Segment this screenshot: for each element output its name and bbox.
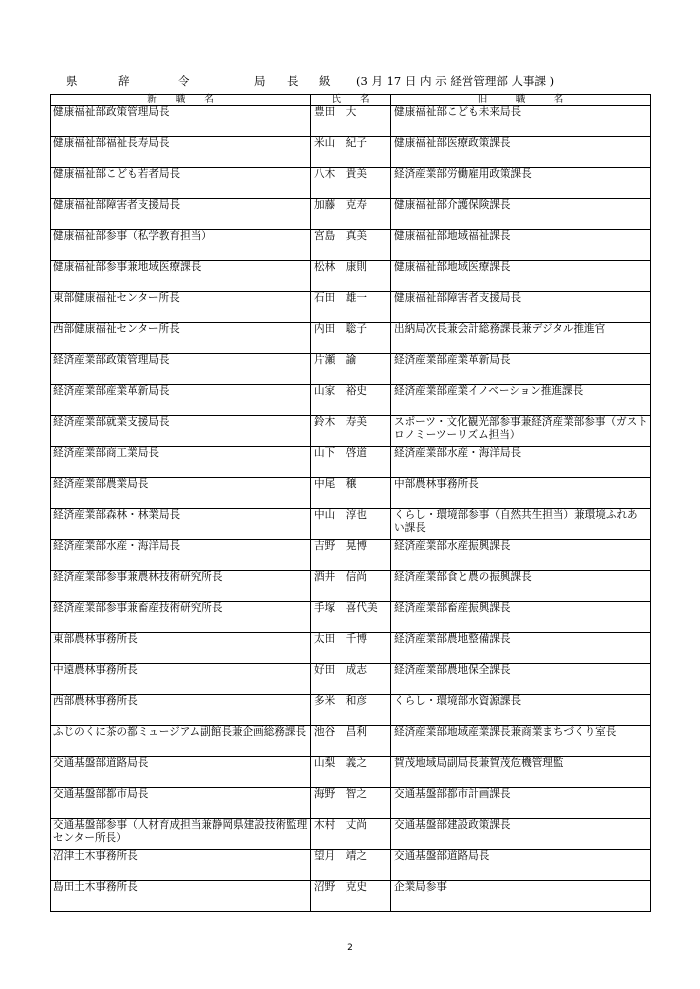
table-row: [51, 509, 651, 540]
name-cell: 吉野 晃博: [311, 540, 391, 571]
old-post-cell: 健康福祉部地域医療課長: [391, 261, 651, 292]
old-post-cell: 経済産業部水産・海洋局長: [391, 447, 651, 478]
old-post-cell: スポーツ・文化観光部参事兼経済産業部参事（ガストロノミーツーリズム担当）: [391, 416, 651, 447]
name-cell: 好田 成志: [311, 664, 391, 695]
table-row: [51, 230, 651, 261]
new-post-cell: 西部農林事務所長: [51, 695, 311, 726]
title-char: 令: [178, 74, 190, 88]
title-char: 辞: [118, 74, 130, 88]
table-row: [51, 447, 651, 478]
table-row: [51, 323, 651, 354]
new-post-cell: 健康福祉部こども若者局長: [51, 168, 311, 199]
old-post-cell: 交通基盤部道路局長: [391, 850, 651, 881]
table-row: [51, 695, 651, 726]
column-header-old-post: 旧 職 名: [391, 95, 651, 106]
old-post-cell: 企業局参事: [391, 881, 651, 912]
name-cell: 加藤 克寿: [311, 199, 391, 230]
table-row: [51, 757, 651, 788]
name-cell: 豊田 大: [311, 106, 391, 137]
title-issue-note: (3 月 17 日 内 示 経営管理部 人事課 ): [356, 74, 555, 88]
new-post-cell: 経済産業部水産・海洋局長: [51, 540, 311, 571]
name-cell: 木村 丈尚: [311, 819, 391, 850]
new-post-cell: 健康福祉部政策管理局長: [51, 106, 311, 137]
title-char: 級: [319, 74, 331, 88]
column-header-name: 氏 名: [311, 95, 391, 106]
name-cell: 望月 靖之: [311, 850, 391, 881]
new-post-cell: 交通基盤部道路局長: [51, 757, 311, 788]
old-post-cell: 経済産業部労働雇用政策課長: [391, 168, 651, 199]
new-post-cell: ふじのくに茶の都ミュージアム副館長兼企画総務課長: [51, 726, 311, 757]
old-post-cell: 経済産業部産業革新局長: [391, 354, 651, 385]
new-post-cell: 経済産業部就業支援局長: [51, 416, 311, 447]
name-cell: 多米 和彦: [311, 695, 391, 726]
table-row: [51, 571, 651, 602]
name-cell: 片瀬 諭: [311, 354, 391, 385]
new-post-cell: 経済産業部参事兼畜産技術研究所長: [51, 602, 311, 633]
old-post-cell: 経済産業部産業イノベーション推進課長: [391, 385, 651, 416]
new-post-cell: 島田土木事務所長: [51, 881, 311, 912]
new-post-cell: 経済産業部政策管理局長: [51, 354, 311, 385]
table-row: [51, 292, 651, 323]
table-row: [51, 106, 651, 137]
old-post-cell: 健康福祉部医療政策課長: [391, 137, 651, 168]
new-post-cell: 経済産業部森林・林業局長: [51, 509, 311, 540]
old-post-cell: 経済産業部食と農の振興課長: [391, 571, 651, 602]
name-cell: 沼野 克史: [311, 881, 391, 912]
table-header-row: [51, 95, 651, 106]
personnel-table: [50, 94, 651, 912]
old-post-cell: 経済産業部水産振興課長: [391, 540, 651, 571]
name-cell: 酒井 信尚: [311, 571, 391, 602]
table-body: [51, 106, 651, 912]
name-cell: 山梨 義之: [311, 757, 391, 788]
old-post-cell: くらし・環境部水資源課長: [391, 695, 651, 726]
table-row: [51, 633, 651, 664]
table-row: [51, 199, 651, 230]
table-row: [51, 261, 651, 292]
table-row: [51, 788, 651, 819]
new-post-cell: 交通基盤部参事（人材育成担当兼静岡県建設技術監理センター所長）: [51, 819, 311, 850]
name-cell: 中尾 穣: [311, 478, 391, 509]
old-post-cell: 経済産業部農地整備課長: [391, 633, 651, 664]
new-post-cell: 沼津土木事務所長: [51, 850, 311, 881]
name-cell: 太田 千博: [311, 633, 391, 664]
name-cell: 宮島 真美: [311, 230, 391, 261]
new-post-cell: 経済産業部商工業局長: [51, 447, 311, 478]
name-cell: 鈴木 寿美: [311, 416, 391, 447]
table-row: [51, 137, 651, 168]
title-char: 県: [66, 74, 78, 88]
document-title: [64, 73, 654, 91]
table-row: [51, 881, 651, 912]
table-row: [51, 478, 651, 509]
old-post-cell: 健康福祉部介護保険課長: [391, 199, 651, 230]
table-row: [51, 602, 651, 633]
old-post-cell: 経済産業部地域産業課長兼商業まちづくり室長: [391, 726, 651, 757]
new-post-cell: 東部農林事務所長: [51, 633, 311, 664]
new-post-cell: 経済産業部参事兼農林技術研究所長: [51, 571, 311, 602]
name-cell: 中山 淳也: [311, 509, 391, 540]
old-post-cell: 健康福祉部こども未来局長: [391, 106, 651, 137]
new-post-cell: 健康福祉部障害者支援局長: [51, 199, 311, 230]
old-post-cell: 交通基盤部建設政策課長: [391, 819, 651, 850]
new-post-cell: 健康福祉部参事（私学教育担当）: [51, 230, 311, 261]
new-post-cell: 交通基盤部都市局長: [51, 788, 311, 819]
old-post-cell: 賀茂地域局副局長兼賀茂危機管理監: [391, 757, 651, 788]
old-post-cell: 交通基盤部都市計画課長: [391, 788, 651, 819]
name-cell: 石田 雄一: [311, 292, 391, 323]
table-row: [51, 664, 651, 695]
page-number: 2: [347, 943, 353, 953]
table-row: [51, 168, 651, 199]
new-post-cell: 健康福祉部参事兼地域医療課長: [51, 261, 311, 292]
column-header-new-post: 新 職 名: [51, 95, 311, 106]
new-post-cell: 西部健康福祉センター所長: [51, 323, 311, 354]
name-cell: 松林 康則: [311, 261, 391, 292]
table-row: [51, 385, 651, 416]
name-cell: 米山 紀子: [311, 137, 391, 168]
table-row: [51, 726, 651, 757]
table-row: [51, 850, 651, 881]
title-char: 長: [287, 74, 299, 88]
old-post-cell: 経済産業部畜産振興課長: [391, 602, 651, 633]
old-post-cell: 経済産業部農地保全課長: [391, 664, 651, 695]
name-cell: 手塚 喜代美: [311, 602, 391, 633]
table-row: [51, 416, 651, 447]
old-post-cell: くらし・環境部参事（自然共生担当）兼環境ふれあい課長: [391, 509, 651, 540]
name-cell: 海野 智之: [311, 788, 391, 819]
table-row: [51, 354, 651, 385]
title-char: 局: [254, 74, 266, 88]
old-post-cell: 出納局次長兼会計総務課長兼デジタル推進官: [391, 323, 651, 354]
name-cell: 八木 貴美: [311, 168, 391, 199]
name-cell: 山家 裕史: [311, 385, 391, 416]
table-row: [51, 819, 651, 850]
new-post-cell: 経済産業部農業局長: [51, 478, 311, 509]
old-post-cell: 健康福祉部地域福祉課長: [391, 230, 651, 261]
new-post-cell: 健康福祉部福祉長寿局長: [51, 137, 311, 168]
old-post-cell: 中部農林事務所長: [391, 478, 651, 509]
name-cell: 山下 啓道: [311, 447, 391, 478]
name-cell: 内田 聡子: [311, 323, 391, 354]
new-post-cell: 東部健康福祉センター所長: [51, 292, 311, 323]
table-row: [51, 540, 651, 571]
old-post-cell: 健康福祉部障害者支援局長: [391, 292, 651, 323]
name-cell: 池谷 昌利: [311, 726, 391, 757]
new-post-cell: 経済産業部産業革新局長: [51, 385, 311, 416]
new-post-cell: 中遠農林事務所長: [51, 664, 311, 695]
